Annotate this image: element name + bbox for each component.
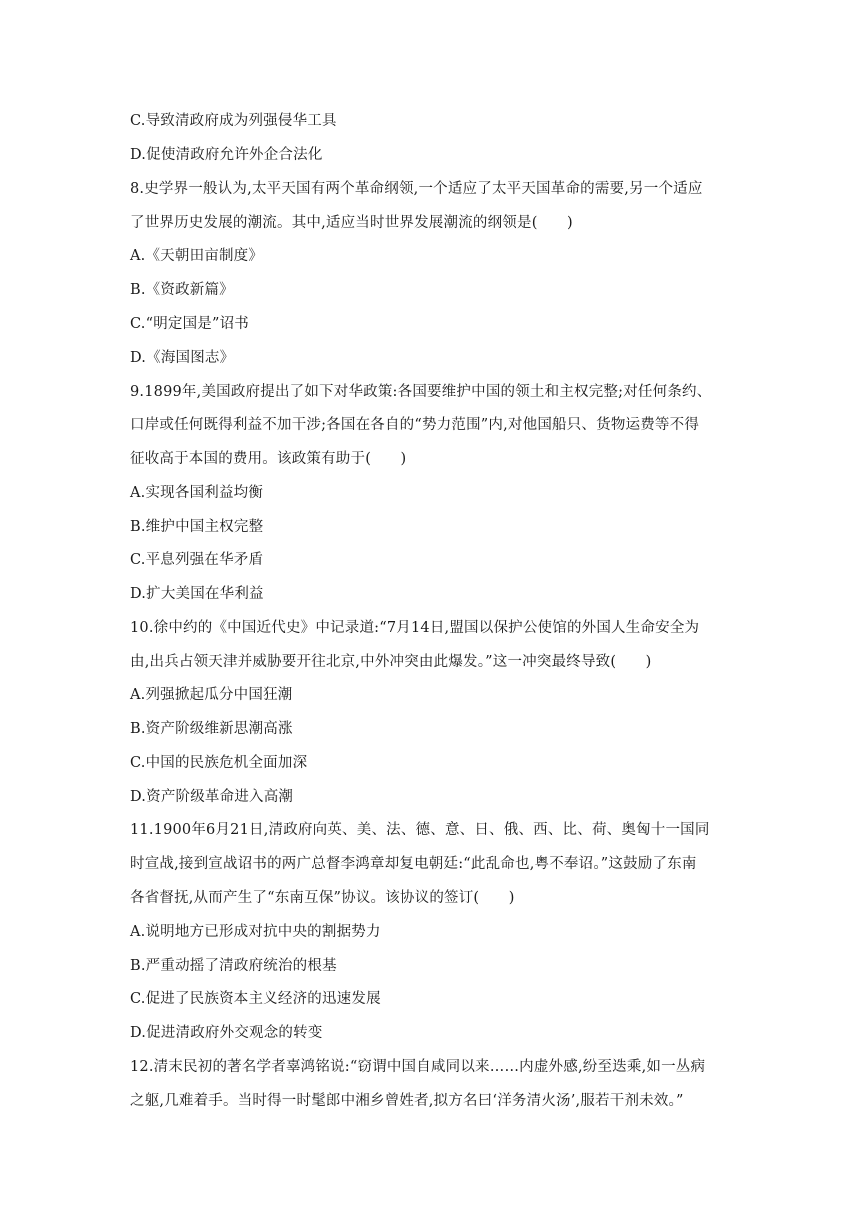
q11-option-c: C.促进了民族资本主义经济的迅速发展 — [130, 991, 381, 1007]
q8-stem-line-1: 8.史学界一般认为,太平天国有两个革命纲领,一个适应了太平天国革命的需要,另一个适应 — [130, 181, 703, 197]
q7-option-d: D.促使清政府允许外企合法化 — [130, 147, 323, 163]
q8-option-d: D.《海国图志》 — [130, 350, 235, 366]
q8-stem-line-2: 了世界历史发展的潮流。其中,适应当时世界发展潮流的纲领是( ) — [130, 215, 573, 231]
q12-stem-line-2: 之躯,几难着手。当时得一时髦郎中湘乡曾姓者,拟方名曰‘洋务清火汤’,服若干剂未效。” — [130, 1093, 684, 1109]
q8-option-a: A.《天朝田亩制度》 — [130, 248, 264, 264]
q10-option-b: B.资产阶级维新思潮高涨 — [130, 721, 293, 737]
q9-option-a: A.实现各国利益均衡 — [130, 485, 264, 501]
q9-option-d: D.扩大美国在华利益 — [130, 586, 264, 602]
q10-option-d: D.资产阶级革命进入高潮 — [130, 789, 294, 805]
q9-option-c: C.平息列强在华矛盾 — [130, 552, 264, 568]
q10-stem-line-2: 由,出兵占领天津并威胁要开往北京,中外冲突由此爆发。”这一冲突最终导致( ) — [130, 654, 652, 670]
q10-option-a: A.列强掀起瓜分中国狂潮 — [130, 687, 293, 703]
q10-option-c: C.中国的民族危机全面加深 — [130, 755, 308, 771]
q7-option-c: C.导致清政府成为列强侵华工具 — [130, 113, 337, 129]
q11-option-a: A.说明地方已形成对抗中央的割据势力 — [130, 924, 381, 940]
q8-option-c: C.“明定国是”诏书 — [130, 316, 250, 332]
q11-stem-line-2: 时宣战,接到宣战诏书的两广总督李鸿章却复电朝廷:“此乱命也,粤不奉诏。”这鼓励了东南 — [130, 856, 697, 872]
q9-option-b: B.维护中国主权完整 — [130, 519, 264, 535]
q9-stem-line-1: 9.1899年,美国政府提出了如下对华政策:各国要维护中国的领土和主权完整;对任何条约、 — [130, 384, 712, 400]
q10-stem-line-1: 10.徐中约的《中国近代史》中记录道:“7月14日,盟国以保护公使馆的外国人生命安全为 — [130, 620, 700, 636]
q12-stem-line-1: 12.清末民初的著名学者辜鸿铭说:“窃谓中国自咸同以来……内虚外感,纷至迭乘,如一丛病 — [130, 1059, 706, 1075]
q11-option-b: B.严重动摇了清政府统治的根基 — [130, 958, 337, 974]
q11-stem-line-1: 11.1900年6月21日,清政府向英、美、法、德、意、日、俄、西、比、荷、奥匈十一国同 — [130, 822, 710, 838]
q8-option-b: B.《资政新篇》 — [130, 282, 234, 298]
q11-option-d: D.促进清政府外交观念的转变 — [130, 1025, 323, 1041]
q9-stem-line-3: 征收高于本国的费用。该政策有助于( ) — [130, 451, 407, 467]
q9-stem-line-2: 口岸或任何既得利益不加干涉;各国在各自的“势力范围”内,对他国船只、货物运费等不得 — [130, 417, 700, 433]
q11-stem-line-3: 各省督抚,从而产生了“东南互保”协议。该协议的签订( ) — [130, 890, 515, 906]
